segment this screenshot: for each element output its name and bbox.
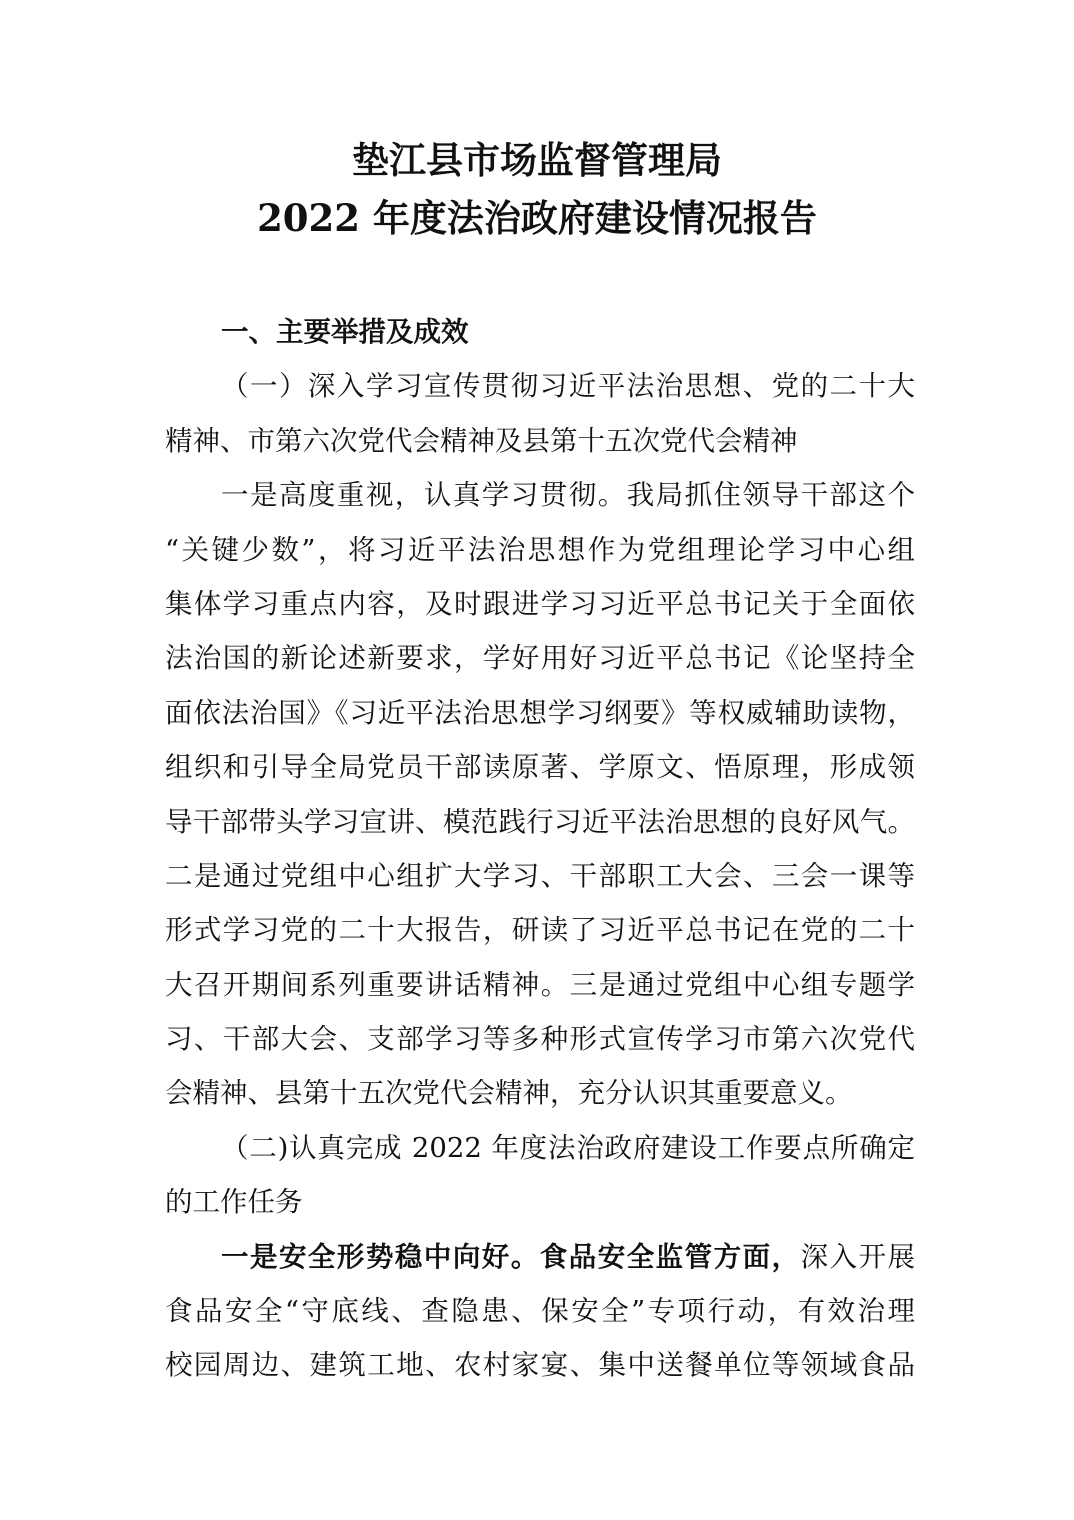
paragraph-2-line: 校园周边、建筑工地、农村家宴、集中送餐单位等领域食品 <box>165 1349 915 1382</box>
subsection-2-line: 的工作任务 <box>165 1186 303 1219</box>
subsection-1-line: 精神、市第六次党代会精神及县第十五次党代会精神 <box>165 424 798 457</box>
paragraph-1-line: 形式学习党的二十大报告，研读了习近平总书记在党的二十 <box>165 914 915 947</box>
document-title-line-2: 2022 年度法治政府建设情况报告 <box>257 196 817 240</box>
document-body <box>165 305 915 1393</box>
paragraph-1-line: “关键少数”，将习近平法治思想作为党组理论学习中心组 <box>165 533 915 566</box>
subsection-1-line: （一）深入学习宣传贯彻习近平法治思想、党的二十大 <box>221 370 915 403</box>
paragraph-2-first-rest: 深入开展 <box>800 1240 916 1273</box>
paragraph-1-line: 组织和引导全局党员干部读原著、学原文、悟原理，形成领 <box>165 751 915 784</box>
paragraph-1-line: 一是高度重视，认真学习贯彻。我局抓住领导干部这个 <box>221 479 915 512</box>
paragraph-1-line: 集体学习重点内容，及时跟进学习习近平总书记关于全面依 <box>165 587 915 620</box>
paragraph-1-line: 法治国的新论述新要求，学好用好习近平总书记《论坚持全 <box>165 642 915 675</box>
paragraph-2-bold-lead: 一是安全形势稳中向好。食品安全监管方面， <box>221 1240 801 1273</box>
paragraph-1-line: 面依法治国》《习近平法治思想学习纲要》等权威辅助读物， <box>165 696 915 729</box>
paragraph-1-line: 导干部带头学习宣讲、模范践行习近平法治思想的良好风气。 <box>165 805 915 838</box>
subsection-2-line: （二)认真完成 2022 年度法治政府建设工作要点所确定 <box>221 1131 915 1164</box>
paragraph-2-line: 食品安全“守底线、查隐患、保安全”专项行动，有效治理 <box>165 1295 915 1328</box>
paragraph-2-first-line <box>165 1230 915 1284</box>
document-title-line-1: 垫江县市场监督管理局 <box>352 138 722 182</box>
paragraph-1-line: 习、干部大会、支部学习等多种形式宣传学习市第六次党代 <box>165 1023 915 1056</box>
section-heading: 一、主要举措及成效 <box>221 316 469 348</box>
paragraph-1-line: 二是通过党组中心组扩大学习、干部职工大会、三会一课等 <box>165 859 915 892</box>
paragraph-1-line: 会精神、县第十五次党代会精神，充分认识其重要意义。 <box>165 1077 853 1110</box>
paragraph-1-line: 大召开期间系列重要讲话精神。三是通过党组中心组专题学 <box>165 968 915 1001</box>
